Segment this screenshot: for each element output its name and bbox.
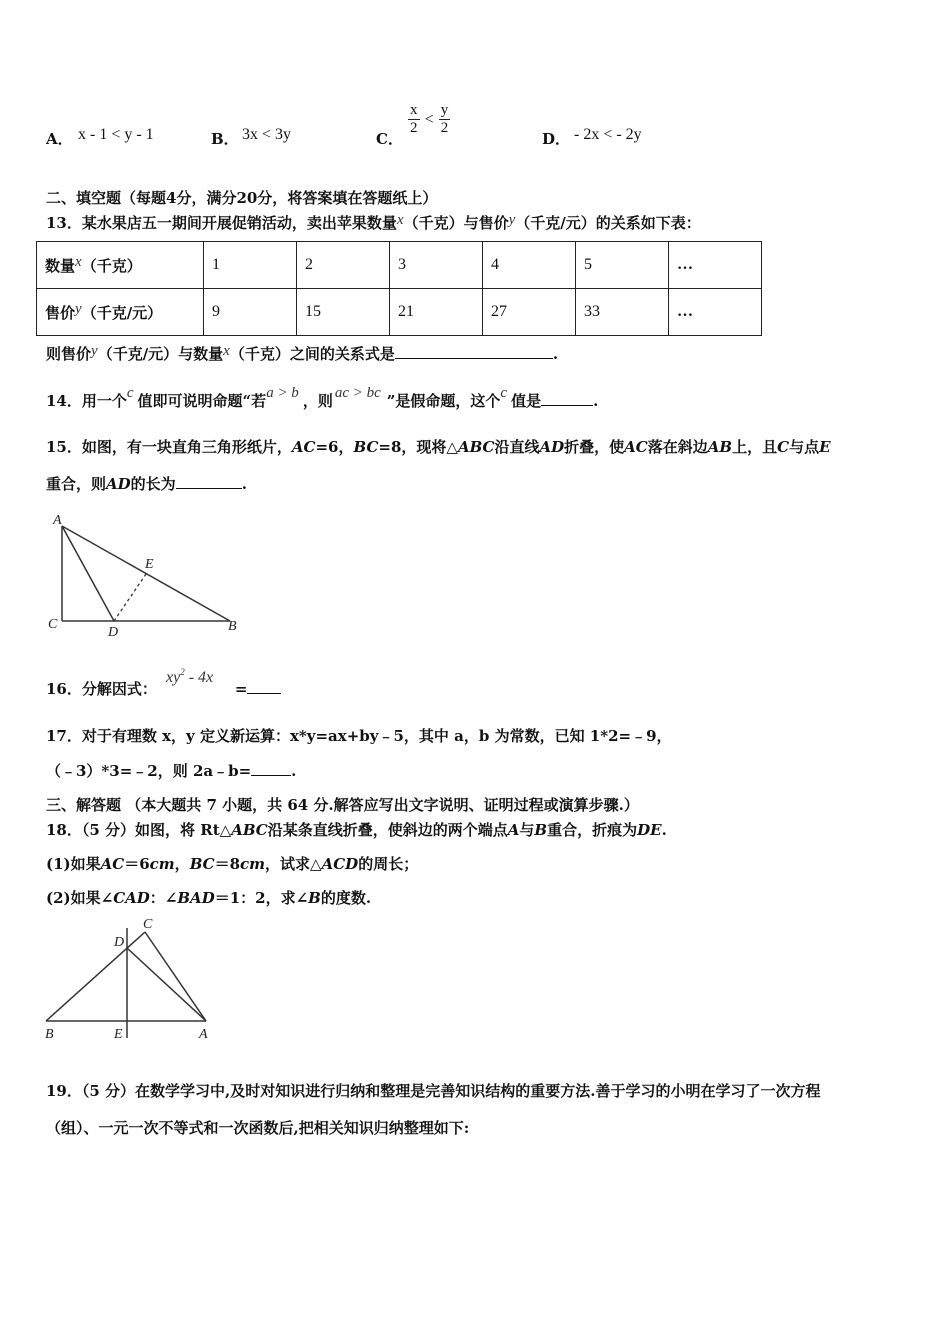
option-d-label: D． <box>542 130 571 148</box>
q18-line1: 18．（5 分）如图，将 Rt△ABC沿某条直线折叠，使斜边的两个端点A与B重合，折痕为DE. <box>46 821 667 839</box>
label-c: C <box>143 917 153 932</box>
q12-options <box>46 102 746 162</box>
section-3-title: 三、解答题 （本大题共 7 小题，共 64 分.解答应写出文字说明、证明过程或演算步骤.） <box>46 796 639 814</box>
edge-da <box>127 948 206 1021</box>
table-cell: 27 <box>483 289 576 336</box>
q19-line1: 19．（5 分）在数学学习中,及时对知识进行归纳和整理是完善知识结构的重要方法.善于学习的小明在学习了一次方程 <box>46 1082 821 1100</box>
option-d-expr: - 2x < - 2y <box>574 126 642 143</box>
table-row-quantity <box>37 242 762 289</box>
q13-table <box>36 241 762 336</box>
q16-text: 16．分解因式： $xy^2 - 4x$ = <box>46 678 281 699</box>
option-c-label: C． <box>376 130 403 148</box>
fraction-right: $\frac{y}{2}$ <box>440 102 449 136</box>
table-cell: 9 <box>204 289 297 336</box>
table-cell: 15 <box>297 289 390 336</box>
label-c: C <box>48 617 58 632</box>
edge-ca <box>145 932 206 1021</box>
answer-blank[interactable] <box>251 761 291 776</box>
label-e: E <box>145 557 154 572</box>
label-a: A <box>53 513 62 528</box>
table-cell: … <box>669 242 762 289</box>
answer-blank[interactable] <box>176 474 242 489</box>
q13-question: 则售价y（千克/元）与数量x（千克）之间的关系式是 . <box>46 343 559 363</box>
row-head-price: 售价y（千克/元） <box>37 289 204 336</box>
q17-line2: （﹣3）*3=﹣2，则 2a﹣b= . <box>46 762 297 780</box>
answer-blank[interactable] <box>395 344 553 359</box>
table-cell: 33 <box>576 289 669 336</box>
q15-line2: 重合，则AD的长为 . <box>46 475 247 493</box>
label-e: E <box>114 1027 123 1042</box>
label-d: D <box>108 625 119 640</box>
table-cell: 1 <box>204 242 297 289</box>
q15-line1: 15．如图，有一块直角三角形纸片，AC=6，BC=8，现将△ABC沿直线AD折叠，使AC落在斜边AB上，且C与点E <box>46 438 831 456</box>
fraction-left: $\frac{x}{2}$ <box>410 102 418 136</box>
edge-bc <box>46 932 145 1021</box>
table-cell: … <box>669 289 762 336</box>
row-head-quantity: 数量x（千克） <box>37 242 204 289</box>
answer-blank[interactable] <box>541 391 593 406</box>
option-a-expr: x - 1 < y - 1 <box>78 126 154 143</box>
q17-line1: 17．对于有理数 x，y 定义新运算：x*y=ax+by﹣5，其中 a，b 为常数，已知 1*2=﹣9， <box>46 727 672 745</box>
option-b-expr: 3x < 3y <box>242 126 292 143</box>
option-a-label: A． <box>46 130 73 148</box>
label-d: D <box>114 935 125 950</box>
edge-de-dashed <box>114 574 146 621</box>
q13-text: 13．某水果店五一期间开展促销活动，卖出苹果数量x（千克）与售价y（千克/元）的关系如下表： <box>46 212 701 232</box>
section-2-title: 二、填空题（每题4分，满分20分，将答案填在答题纸上） <box>46 189 438 207</box>
q18-figure <box>36 910 226 1045</box>
table-cell: 5 <box>576 242 669 289</box>
table-cell: 2 <box>297 242 390 289</box>
table-cell: 4 <box>483 242 576 289</box>
label-b: B <box>228 619 237 634</box>
q19-line2: （组）、一元一次不等式和一次函数后,把相关知识归纳整理如下: <box>46 1119 470 1137</box>
option-c-expr: $\frac{x}{2}$ < $\frac{y}{2}$ <box>410 102 449 136</box>
q15-figure <box>40 508 250 643</box>
answer-blank[interactable] <box>247 679 281 694</box>
q18-line2: (1)如果AC＝6cm，BC＝8cm，试求△ACD的周长； <box>46 855 419 873</box>
q14-text: 14．用一个c 值即可说明命题“若a > b ，则 ac > bc ”是假命题，这个c 值是 . <box>46 385 599 410</box>
table-cell: 3 <box>390 242 483 289</box>
table-row-price <box>37 289 762 336</box>
option-b-label: B． <box>211 130 239 148</box>
label-b: B <box>45 1027 54 1042</box>
label-a: A <box>199 1027 208 1042</box>
q18-line3: (2)如果∠CAD：∠BAD＝1：2，求∠B的度数. <box>46 889 372 907</box>
table-cell: 21 <box>390 289 483 336</box>
